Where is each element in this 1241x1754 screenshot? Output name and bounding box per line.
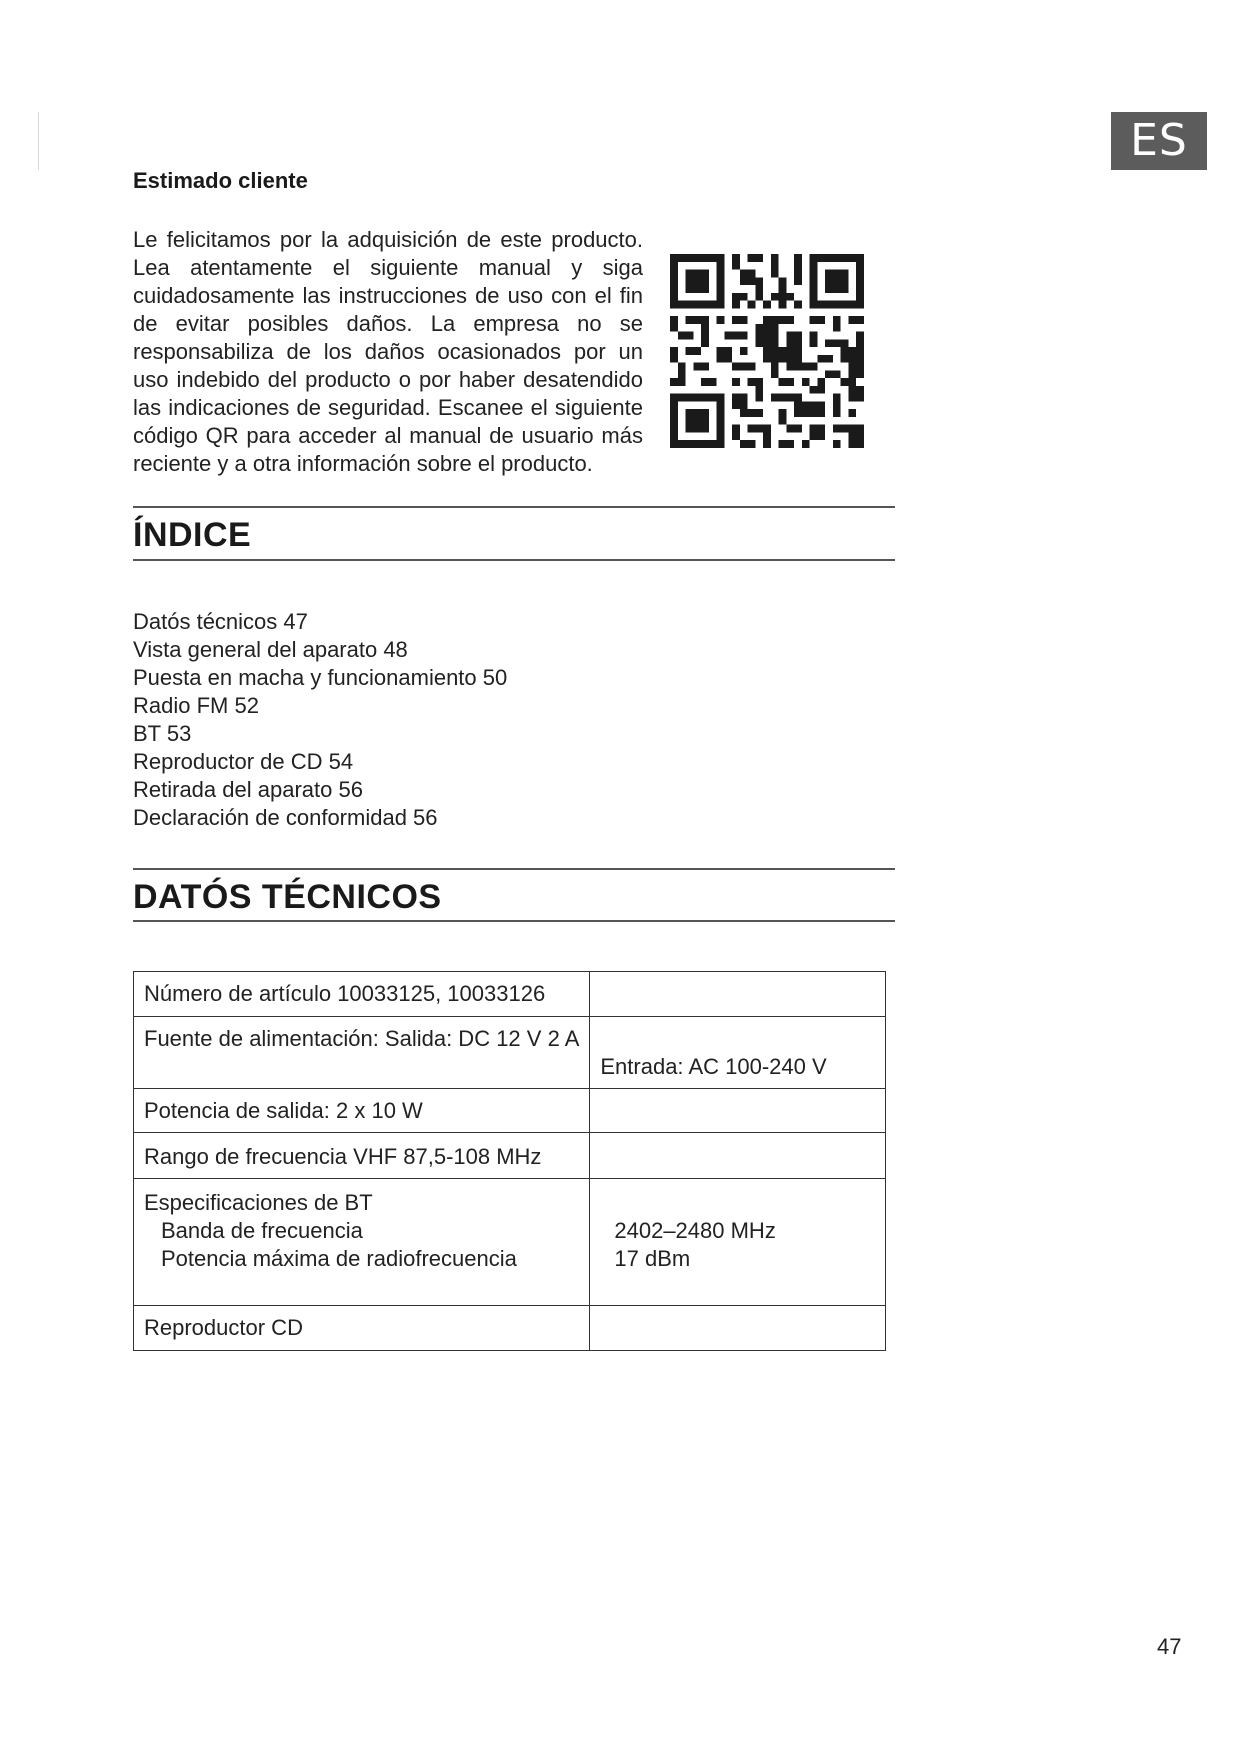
bt-spec-title: Especificaciones de BT (144, 1190, 373, 1215)
toc-item[interactable]: Retirada del aparato 56 (133, 777, 363, 802)
intro-paragraph: Le felicitamos por la adquisición de este producto. Lea atentamente el siguiente manual y siga cuidadosamente las instrucciones de uso con el fin de evitar posibles daños. La empresa no se responsabiliza de los daños ocasionados por un uso indebido del producto o por haber desatendido las indicaciones de seguridad. Escanee el siguiente código QR para acceder al manual de usuario más reciente y a otra información sobre el producto. (133, 227, 643, 476)
table-cell (590, 1017, 886, 1089)
table-cell (590, 972, 886, 1017)
cd-player-label: Reproductor CD (144, 1315, 303, 1340)
power-supply-input: Entrada: AC 100-240 V (600, 1054, 827, 1079)
index-bottom-rule (133, 559, 895, 561)
bt-band-value: 2402–2480 MHz (614, 1218, 776, 1243)
toc-item[interactable]: BT 53 (133, 721, 192, 746)
page-number: 47 (1157, 1634, 1182, 1659)
greeting-heading: Estimado cliente (133, 168, 308, 193)
table-row (134, 1089, 886, 1133)
article-number: Número de artículo 10033125, 10033126 (144, 981, 546, 1006)
language-badge: ES (1111, 112, 1207, 170)
table-row (134, 1017, 886, 1089)
toc-item[interactable]: Puesta en macha y funcionamiento 50 (133, 665, 508, 690)
toc-item[interactable]: Vista general del aparato 48 (133, 637, 408, 662)
table-row (134, 1179, 886, 1306)
table-cell (134, 1306, 590, 1351)
table-cell (134, 1133, 590, 1179)
bt-power-label: Potencia máxima de radiofrecuencia (161, 1246, 517, 1271)
toc-item[interactable]: Declaración de conformidad 56 (133, 805, 438, 830)
table-row (134, 1306, 886, 1351)
table-cell (134, 1089, 590, 1133)
table-row (134, 1133, 886, 1179)
table-row (134, 972, 886, 1017)
toc-item[interactable]: Reproductor de CD 54 (133, 749, 354, 774)
table-cell (134, 972, 590, 1017)
output-power: Potencia de salida: 2 x 10 W (144, 1098, 423, 1123)
frequency-range: Rango de frecuencia VHF 87,5-108 MHz (144, 1144, 542, 1169)
power-supply-output: Fuente de alimentación: Salida: DC 12 V 2 A (144, 1026, 580, 1051)
tech-top-rule (133, 868, 895, 870)
qr-code-icon[interactable] (670, 254, 864, 448)
table-cell (134, 1017, 590, 1089)
table-cell (590, 1179, 886, 1306)
bt-band-label: Banda de frecuencia (161, 1218, 363, 1243)
tech-bottom-rule (133, 920, 895, 922)
margin-mark (38, 112, 39, 170)
table-cell (590, 1089, 886, 1133)
index-title: ÍNDICE (133, 516, 252, 554)
toc-item[interactable]: Radio FM 52 (133, 693, 259, 718)
bt-power-value: 17 dBm (614, 1246, 691, 1271)
table-cell (590, 1306, 886, 1351)
table-of-contents (133, 608, 507, 832)
table-cell (590, 1133, 886, 1179)
table-cell (134, 1179, 590, 1306)
toc-item[interactable]: Datós técnicos 47 (133, 609, 308, 634)
tech-title: DATÓS TÉCNICOS (133, 878, 442, 916)
index-top-rule (133, 506, 895, 508)
spec-table (133, 971, 886, 1351)
